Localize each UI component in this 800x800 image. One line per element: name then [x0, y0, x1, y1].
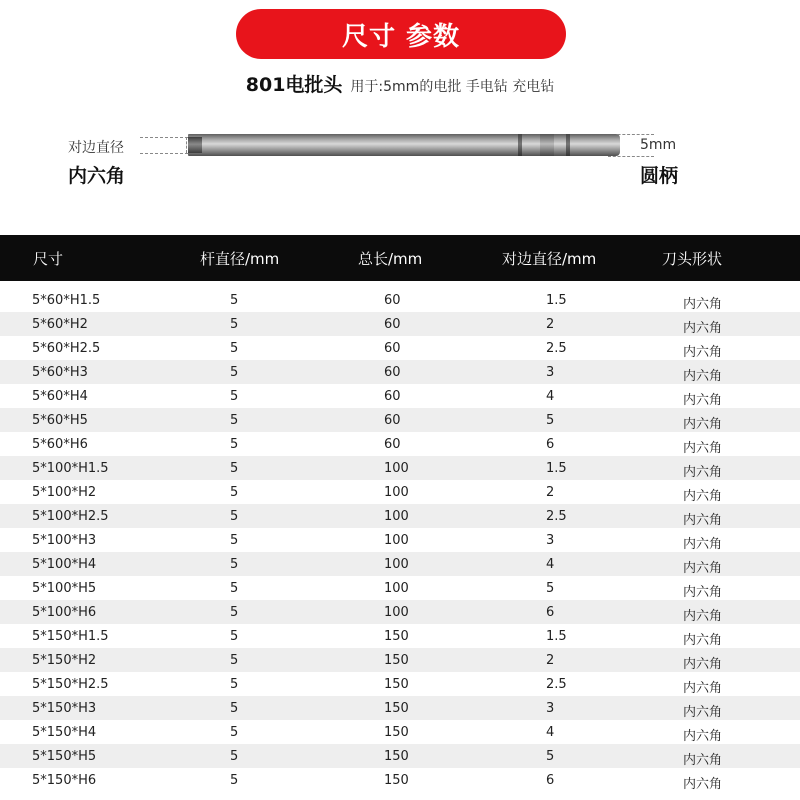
cell-tip-shape: 内六角 [683, 513, 723, 528]
header-total-length: 总长/mm [358, 250, 423, 268]
title-banner [236, 9, 566, 59]
cell-tip-shape: 内六角 [683, 393, 723, 408]
shaft-groove [566, 134, 570, 156]
cell-shank-diameter: 5 [230, 749, 239, 764]
cell-size: 5*60*H5 [32, 413, 88, 428]
hex-tip [188, 137, 202, 153]
left-dash-bottom [140, 153, 188, 154]
cell-across-flats: 5 [546, 413, 555, 428]
cell-total-length: 60 [384, 389, 401, 404]
cell-across-flats: 3 [546, 701, 555, 716]
cell-shank-diameter: 5 [230, 605, 239, 620]
cell-size: 5*60*H3 [32, 365, 88, 380]
right-dash-bottom [608, 156, 654, 157]
banner-title: 尺寸 参数 [341, 21, 461, 52]
cell-shank-diameter: 5 [230, 725, 239, 740]
cell-tip-shape: 内六角 [683, 345, 723, 360]
left-dimension-label: 对边直径 [68, 140, 124, 156]
table-row [0, 336, 800, 360]
table-row [0, 720, 800, 744]
cell-shank-diameter: 5 [230, 773, 239, 788]
cell-size: 5*100*H1.5 [32, 461, 109, 476]
left-dash-vertical [186, 137, 187, 153]
table-row [0, 384, 800, 408]
bit-shaft [188, 134, 620, 156]
right-type-label: 圆柄 [640, 165, 679, 187]
cell-shank-diameter: 5 [230, 461, 239, 476]
table-row [0, 288, 800, 312]
cell-size: 5*150*H6 [32, 773, 97, 788]
header-shank-diameter: 杆直径/mm [200, 250, 280, 268]
table-row [0, 456, 800, 480]
cell-tip-shape: 内六角 [683, 417, 723, 432]
cell-across-flats: 6 [546, 773, 555, 788]
cell-tip-shape: 内六角 [683, 321, 723, 336]
cell-shank-diameter: 5 [230, 701, 239, 716]
table-row [0, 528, 800, 552]
cell-shank-diameter: 5 [230, 581, 239, 596]
cell-size: 5*150*H2 [32, 653, 97, 668]
cell-tip-shape: 内六角 [683, 705, 723, 720]
cell-tip-shape: 内六角 [683, 777, 723, 792]
cell-total-length: 150 [384, 629, 409, 644]
cell-shank-diameter: 5 [230, 485, 239, 500]
right-dimension-label: 5mm [640, 137, 677, 153]
cell-total-length: 150 [384, 677, 409, 692]
shaft-groove [518, 134, 522, 156]
cell-total-length: 150 [384, 701, 409, 716]
table-row [0, 480, 800, 504]
cell-across-flats: 2 [546, 653, 555, 668]
cell-shank-diameter: 5 [230, 557, 239, 572]
table-row [0, 672, 800, 696]
cell-shank-diameter: 5 [230, 365, 239, 380]
cell-shank-diameter: 5 [230, 653, 239, 668]
cell-total-length: 100 [384, 485, 409, 500]
cell-shank-diameter: 5 [230, 317, 239, 332]
cell-total-length: 100 [384, 533, 409, 548]
table-body [0, 288, 800, 792]
table-row [0, 600, 800, 624]
cell-size: 5*100*H3 [32, 533, 97, 548]
cell-tip-shape: 内六角 [683, 441, 723, 456]
header-size: 尺寸 [33, 250, 64, 268]
cell-tip-shape: 内六角 [683, 297, 723, 312]
cell-across-flats: 1.5 [546, 461, 567, 476]
cell-size: 5*60*H2.5 [32, 341, 101, 356]
cell-total-length: 150 [384, 773, 409, 788]
cell-across-flats: 4 [546, 557, 555, 572]
cell-shank-diameter: 5 [230, 413, 239, 428]
cell-size: 5*100*H2 [32, 485, 97, 500]
cell-across-flats: 5 [546, 581, 555, 596]
cell-tip-shape: 内六角 [683, 489, 723, 504]
cell-size: 5*150*H4 [32, 725, 97, 740]
cell-tip-shape: 内六角 [683, 729, 723, 744]
cell-size: 5*60*H2 [32, 317, 88, 332]
cell-across-flats: 4 [546, 389, 555, 404]
cell-size: 5*100*H6 [32, 605, 97, 620]
left-type-label: 内六角 [68, 165, 126, 187]
cell-total-length: 150 [384, 749, 409, 764]
cell-total-length: 150 [384, 653, 409, 668]
left-dash-top [140, 137, 188, 138]
subtitle [0, 70, 800, 100]
cell-total-length: 100 [384, 581, 409, 596]
table-row [0, 408, 800, 432]
product-model: 801电批头 [245, 74, 343, 96]
cell-shank-diameter: 5 [230, 533, 239, 548]
cell-across-flats: 4 [546, 725, 555, 740]
table-header [0, 235, 800, 281]
table-row [0, 312, 800, 336]
cell-tip-shape: 内六角 [683, 657, 723, 672]
cell-size: 5*150*H1.5 [32, 629, 109, 644]
cell-total-length: 100 [384, 557, 409, 572]
cell-size: 5*100*H2.5 [32, 509, 109, 524]
cell-shank-diameter: 5 [230, 437, 239, 452]
table-row [0, 432, 800, 456]
table-row [0, 360, 800, 384]
table-row [0, 504, 800, 528]
table-row [0, 624, 800, 648]
cell-total-length: 60 [384, 341, 401, 356]
cell-across-flats: 2.5 [546, 509, 567, 524]
cell-size: 5*60*H6 [32, 437, 88, 452]
cell-across-flats: 6 [546, 437, 555, 452]
cell-across-flats: 2 [546, 317, 555, 332]
cell-tip-shape: 内六角 [683, 753, 723, 768]
cell-total-length: 100 [384, 605, 409, 620]
cell-shank-diameter: 5 [230, 509, 239, 524]
cell-shank-diameter: 5 [230, 341, 239, 356]
cell-total-length: 60 [384, 365, 401, 380]
cell-tip-shape: 内六角 [683, 537, 723, 552]
cell-total-length: 150 [384, 725, 409, 740]
cell-size: 5*60*H1.5 [32, 293, 101, 308]
cell-size: 5*150*H5 [32, 749, 97, 764]
cell-across-flats: 3 [546, 533, 555, 548]
cell-total-length: 60 [384, 293, 401, 308]
cell-tip-shape: 内六角 [683, 681, 723, 696]
cell-tip-shape: 内六角 [683, 633, 723, 648]
cell-tip-shape: 内六角 [683, 609, 723, 624]
cell-shank-diameter: 5 [230, 629, 239, 644]
cell-shank-diameter: 5 [230, 677, 239, 692]
cell-total-length: 60 [384, 413, 401, 428]
table-row [0, 696, 800, 720]
cell-across-flats: 6 [546, 605, 555, 620]
header-across-flats: 对边直径/mm [502, 250, 597, 268]
cell-across-flats: 3 [546, 365, 555, 380]
cell-tip-shape: 内六角 [683, 465, 723, 480]
cell-tip-shape: 内六角 [683, 369, 723, 384]
cell-total-length: 60 [384, 317, 401, 332]
table-row [0, 648, 800, 672]
cell-size: 5*100*H5 [32, 581, 97, 596]
cell-across-flats: 2 [546, 485, 555, 500]
cell-total-length: 60 [384, 437, 401, 452]
cell-shank-diameter: 5 [230, 389, 239, 404]
cell-across-flats: 2.5 [546, 341, 567, 356]
cell-total-length: 100 [384, 509, 409, 524]
cell-across-flats: 2.5 [546, 677, 567, 692]
cell-across-flats: 5 [546, 749, 555, 764]
cell-size: 5*60*H4 [32, 389, 88, 404]
cell-tip-shape: 内六角 [683, 561, 723, 576]
cell-shank-diameter: 5 [230, 293, 239, 308]
cell-across-flats: 1.5 [546, 629, 567, 644]
table-row [0, 744, 800, 768]
cell-size: 5*150*H3 [32, 701, 97, 716]
cell-size: 5*100*H4 [32, 557, 97, 572]
table-row [0, 768, 800, 792]
cell-across-flats: 1.5 [546, 293, 567, 308]
cell-tip-shape: 内六角 [683, 585, 723, 600]
cell-total-length: 100 [384, 461, 409, 476]
table-row [0, 552, 800, 576]
cell-size: 5*150*H2.5 [32, 677, 109, 692]
product-usage: 用于:5mm的电批 手电钻 充电钻 [350, 79, 555, 95]
shaft-groove [540, 134, 554, 156]
table-row [0, 576, 800, 600]
header-tip-shape: 刀头形状 [662, 250, 723, 268]
